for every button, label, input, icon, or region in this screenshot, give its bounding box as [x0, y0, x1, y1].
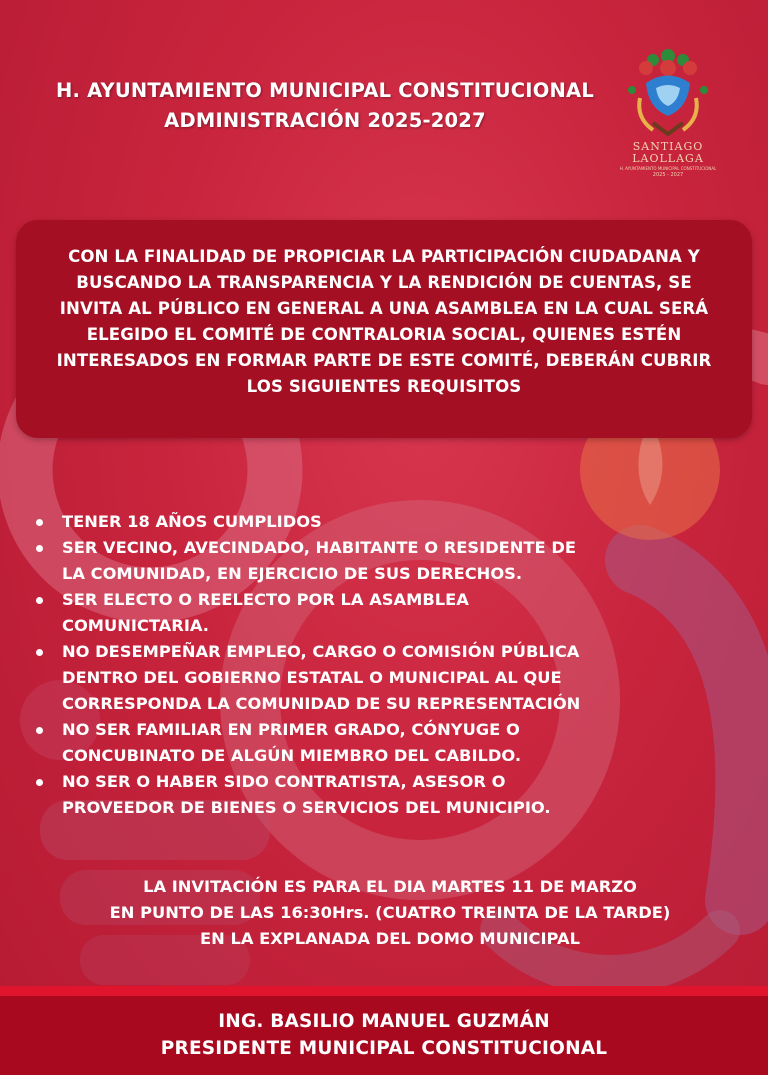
header [20, 76, 630, 136]
requirement-line: NO SER O HABER SIDO CONTRATISTA, ASESOR O [62, 772, 506, 791]
footer-stripe [0, 986, 768, 996]
requirement-item [36, 769, 656, 821]
intro-line: INTERESADOS EN FORMAR PARTE DE ESTE COMITÉ, DEBERÁN CUBRIR [56, 351, 712, 370]
requirement-line: SER VECINO, AVECINDADO, HABITANTE O RESIDENTE DE [62, 538, 576, 557]
bullet-icon [36, 649, 43, 656]
footer [0, 996, 768, 1075]
requirement-line: LA COMUNIDAD, EN EJERCICIO DE SUS DERECHOS. [62, 564, 523, 583]
bg-arc-right-lower [640, 560, 750, 900]
requirement-line: CONCUBINATO DE ALGÚN MIEMBRO DEL CABILDO. [62, 746, 522, 765]
intro-line: LOS SIGUIENTES REQUISITOS [246, 377, 522, 396]
intro-box [16, 220, 752, 438]
invitation-line: EN PUNTO DE LAS 16:30Hrs. (CUATRO TREINTA DE LA TARDE) [109, 903, 671, 922]
invitation-line: EN LA EXPLANADA DEL DOMO MUNICIPAL [200, 929, 580, 948]
bullet-icon [36, 597, 43, 604]
requirement-item [36, 717, 656, 769]
header-title: H. AYUNTAMIENTO MUNICIPAL CONSTITUCIONAL [56, 79, 594, 102]
header-subtitle: ADMINISTRACIÓN 2025-2027 [164, 109, 486, 132]
intro-text [16, 244, 752, 400]
bullet-icon [36, 727, 43, 734]
requirement-item [36, 639, 656, 717]
footer-text [0, 1008, 768, 1062]
invitation-details [60, 874, 720, 952]
requirement-line: NO DESEMPEÑAR EMPLEO, CARGO O COMISIÓN PÚBLICA [62, 642, 580, 661]
logo-text-ayuntamiento: H. AYUNTAMIENTO MUNICIPAL CONSTITUCIONAL [619, 166, 717, 171]
requirement-line: DENTRO DEL GOBIERNO ESTATAL O MUNICIPAL AL QUE [62, 668, 562, 687]
requirement-line: NO SER FAMILIAR EN PRIMER GRADO, CÓNYUGE O [62, 720, 520, 739]
logo-text-santiago: SANTIAGO [632, 140, 704, 153]
logo-text-laollaga: LAOLLAGA [632, 152, 704, 165]
bullet-icon [36, 545, 43, 552]
requirement-line: PROVEEDOR DE BIENES O SERVICIOS DEL MUNICIPIO. [62, 798, 551, 817]
requirement-line: CORRESPONDA LA COMUNIDAD DE SU REPRESENTACIÓN [62, 694, 581, 713]
requirement-line: SER ELECTO O REELECTO POR LA ASAMBLEA [62, 590, 469, 609]
bullet-icon [36, 519, 43, 526]
requirement-item [36, 509, 656, 535]
bullet-icon [36, 779, 43, 786]
intro-line: CON LA FINALIDAD DE PROPICIAR LA PARTICIPACIÓN CIUDADANA Y [68, 247, 700, 266]
requirement-item [36, 587, 656, 639]
intro-line: BUSCANDO LA TRANSPARENCIA Y LA RENDICIÓN DE CUENTAS, SE [76, 273, 692, 292]
intro-line: ELEGIDO EL COMITÉ DE CONTRALORIA SOCIAL, QUIENES ESTÉN [86, 325, 682, 344]
intro-line: INVITA AL PÚBLICO EN GENERAL A UNA ASAMBLEA EN LA CUAL SERÁ [59, 299, 709, 318]
signatory-name: ING. BASILIO MANUEL GUZMÁN [218, 1011, 550, 1032]
requirement-item [36, 535, 656, 587]
signatory-title: PRESIDENTE MUNICIPAL CONSTITUCIONAL [160, 1038, 608, 1059]
requirements-list [36, 509, 656, 821]
invitation-line: LA INVITACIÓN ES PARA EL DIA MARTES 11 DE MARZO [143, 877, 637, 896]
requirement-line: COMUNICTARIA. [62, 616, 209, 635]
logo-text-years: 2025 - 2027 [652, 172, 684, 178]
requirement-line: TENER 18 AÑOS CUMPLIDOS [62, 512, 322, 531]
